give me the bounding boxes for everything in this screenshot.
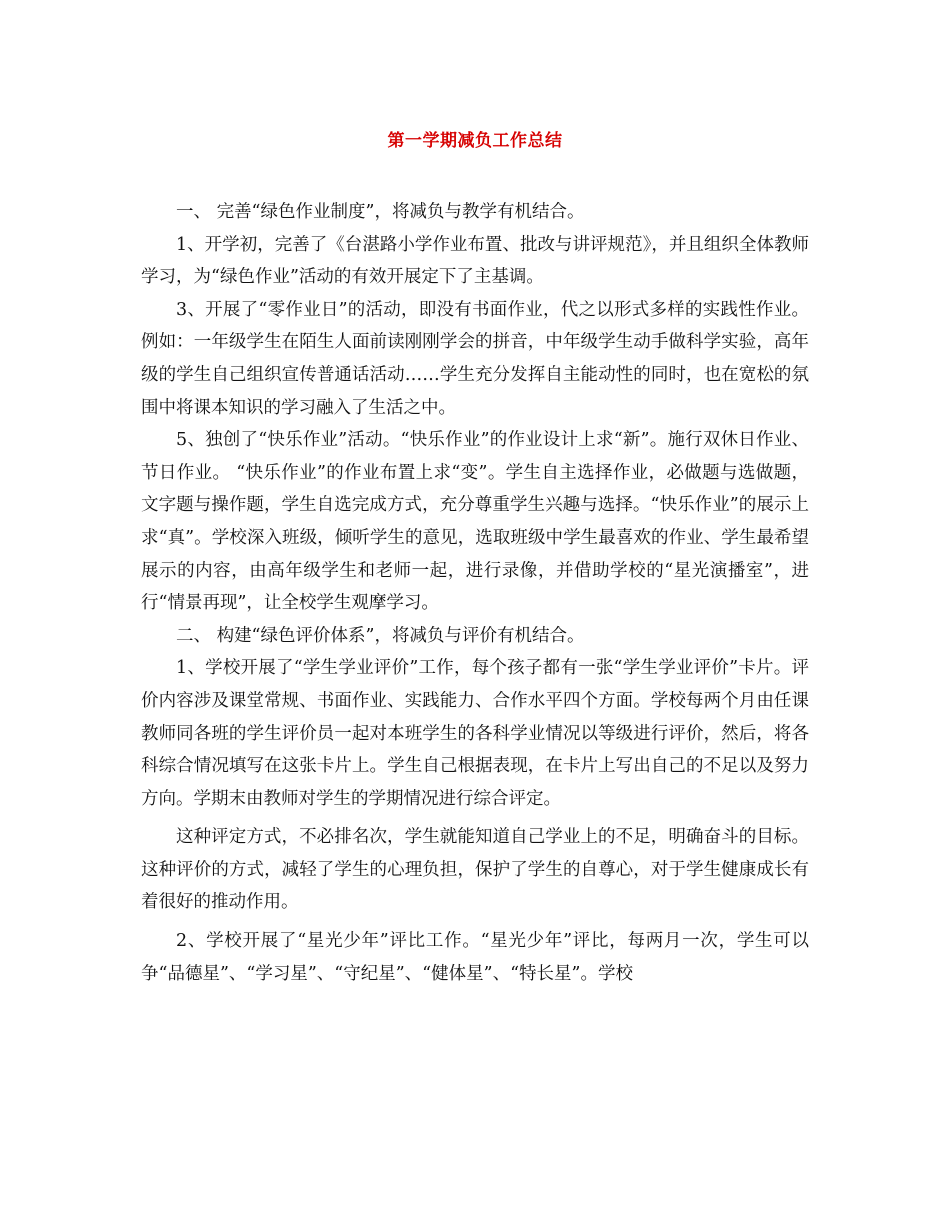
paragraph-item-5: 5、独创了“快乐作业”活动。“快乐作业”的作业设计上求“新”。施行双休日作业、节日作业。 “快乐作业”的作业布置上求“变”。学生自主选择作业，必做题与选做题，文字题与操作题，学生自选完成方式，充分尊重学生兴趣与选择。“快乐作业”的展示上求“真”。学校深入班级，倾听学生的意见，选取班级中学生最喜欢的作业、学生最希望展示的内容，由高年级学生和老师一起，进行录像，并借助学校的“星光演播室”，进行“情景再现”，让全校学生观摩学习。 — [141, 430, 809, 614]
paragraph-section-1-heading: 一、 完善“绿色作业制度”，将减负与教学有机结合。 — [176, 202, 585, 222]
document-title: 第一学期减负工作总结 — [387, 131, 563, 151]
paragraph-section-2-heading: 二、 构建“绿色评价体系”，将减负与评价有机结合。 — [176, 625, 585, 646]
paragraph-item-3: 3、开展了“零作业日”的活动，即没有书面作业，代之以形式多样的实践性作业。例如：一年级学生在陌生人面前读刚刚学会的拼音，中年级学生动手做科学实验，高年级的学生自己组织宣传普通话活动……学生充分发挥自主能动性的同时，也在宽松的氛围中将课本知识的学习融入了生活之中。 — [141, 299, 809, 418]
paragraph-item-1: 1、开学初，完善了《台湛路小学作业布置、批改与讲评规范》，并且组织全体教师学习，为“绿色作业”活动的有效开展定下了主基调。 — [141, 234, 809, 288]
paragraph-evaluation-effect: 这种评定方式，不必排名次，学生就能知道自己学业上的不足，明确奋斗的目标。这种评价的方式，减轻了学生的心理负担，保护了学生的自尊心，对于学生健康成长有着很好的推动作用。 — [141, 827, 809, 913]
paragraph-evaluation-1: 1、学校开展了“学生学业评价”工作，每个孩子都有一张“学生学业评价”卡片。评价内容涉及课堂常规、书面作业、实践能力、合作水平四个方面。学校每两个月由任课教师同各班的学生评价员一起对本班学生的各科学业情况以等级进行评价，然后，将各科综合情况填写在这张卡片上。学生自己根据表现，在卡片上写出自己的不足以及努力方向。学期末由教师对学生的学期情况进行综合评定。 — [141, 658, 809, 809]
document-body — [141, 196, 809, 990]
paragraph-evaluation-2: 2、学校开展了“星光少年”评比工作。“星光少年”评比，每两月一次，学生可以争“品德星”、“学习星”、“守纪星”、“健体星”、“特长星”。学校 — [141, 931, 809, 984]
